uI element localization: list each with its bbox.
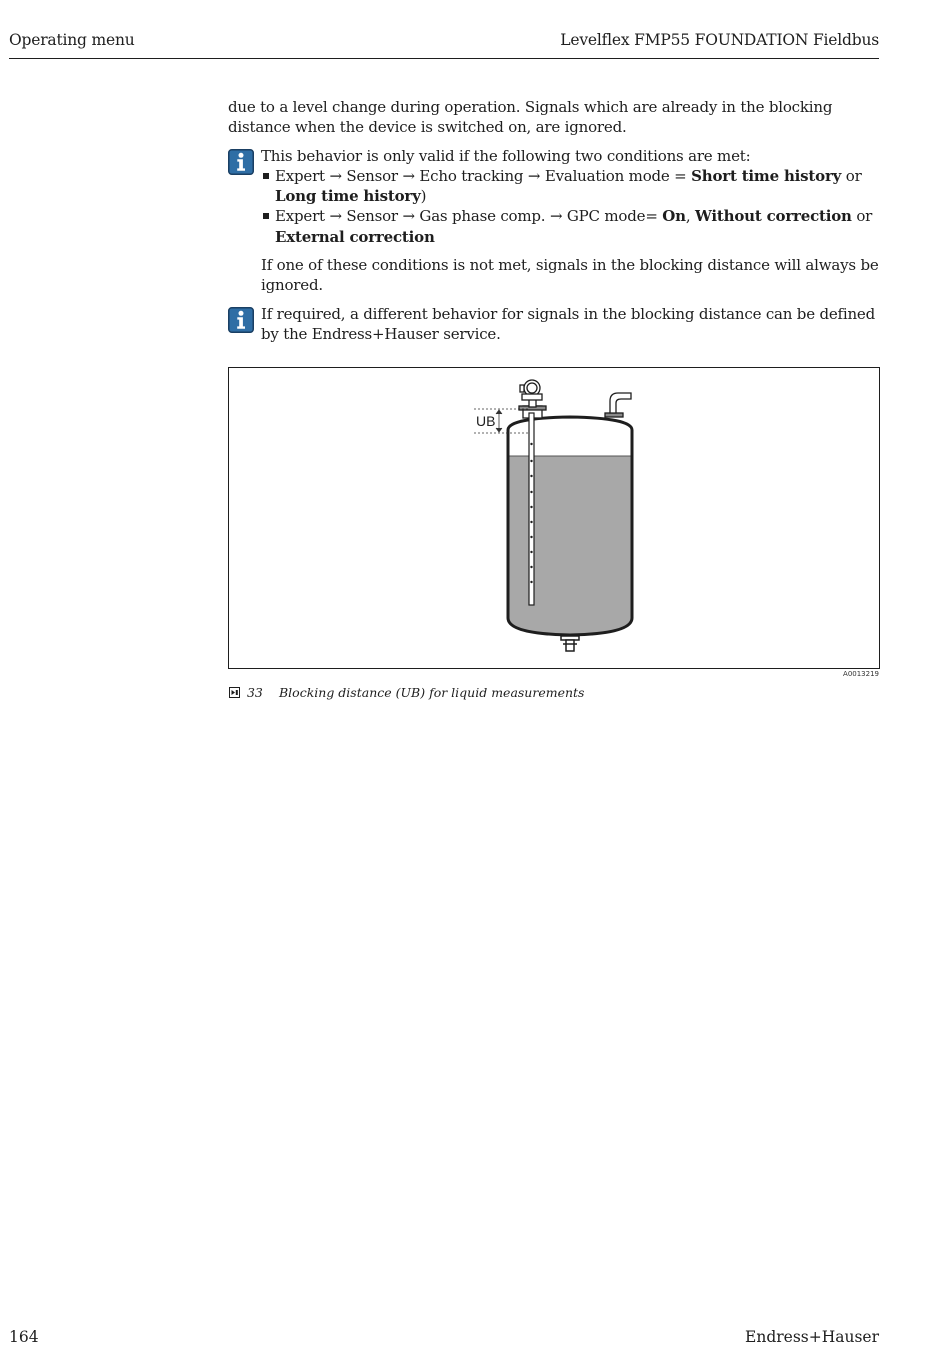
list-item bbox=[261, 206, 880, 247]
transmitter-head bbox=[520, 380, 542, 400]
caption-text: Blocking distance (UB) for liquid measurements bbox=[279, 685, 585, 700]
figure-caption bbox=[229, 685, 585, 700]
page-number: 164 bbox=[9, 1328, 39, 1346]
bullet-marker bbox=[263, 213, 269, 219]
figure-frame bbox=[228, 367, 880, 669]
connector-text: ) bbox=[420, 187, 427, 206]
ub-label: UB bbox=[476, 413, 496, 429]
probe-rod bbox=[529, 413, 534, 605]
note-lead-text: This behavior is only valid if the following two conditions are met: bbox=[261, 146, 751, 165]
caption-number: 33 bbox=[246, 685, 263, 700]
header-section-title: Operating menu bbox=[9, 31, 135, 49]
inlet-pipe bbox=[605, 393, 631, 417]
option-value: Long time history bbox=[275, 187, 421, 206]
connector-text: or bbox=[851, 207, 873, 226]
conditions-not-met-paragraph: If one of these conditions is not met, signals in the blocking distance will always be ignored. bbox=[261, 256, 879, 295]
option-value: Short time history bbox=[691, 166, 842, 185]
note-service-text: If required, a different behavior for signals in the blocking distance can be defined by the Endress+Hauser service. bbox=[261, 304, 876, 343]
option-value: On bbox=[662, 207, 686, 226]
tank-diagram bbox=[229, 368, 879, 668]
menu-path-text: Expert → Sensor → Gas phase comp. → GPC mode= bbox=[275, 207, 663, 226]
list-item bbox=[261, 166, 880, 207]
liquid-fill bbox=[508, 456, 632, 635]
header-document-title: Levelflex FMP55 FOUNDATION Fieldbus bbox=[560, 31, 879, 49]
menu-path-text: Expert → Sensor → Echo tracking → Evaluation mode = bbox=[275, 166, 692, 185]
info-note-conditions bbox=[228, 146, 880, 247]
header-divider bbox=[9, 58, 879, 59]
figure-icon bbox=[229, 687, 240, 698]
info-note-service bbox=[228, 304, 880, 345]
main-content bbox=[228, 97, 880, 344]
connector-text: or bbox=[841, 166, 862, 185]
conditions-list bbox=[261, 166, 880, 247]
option-value: External correction bbox=[275, 227, 435, 246]
connector-text: , bbox=[685, 207, 695, 226]
option-value: Without correction bbox=[695, 207, 852, 226]
intro-paragraph: due to a level change during operation. Signals which are already in the blocking distance when the device is switched on, are ignored. bbox=[228, 98, 833, 137]
bottom-outlet bbox=[561, 636, 579, 651]
footer-brand: Endress+Hauser bbox=[745, 1328, 879, 1346]
bullet-marker bbox=[263, 173, 269, 179]
info-icon bbox=[228, 149, 254, 175]
figure-code: A0013219 bbox=[843, 670, 879, 678]
info-icon bbox=[228, 307, 254, 333]
